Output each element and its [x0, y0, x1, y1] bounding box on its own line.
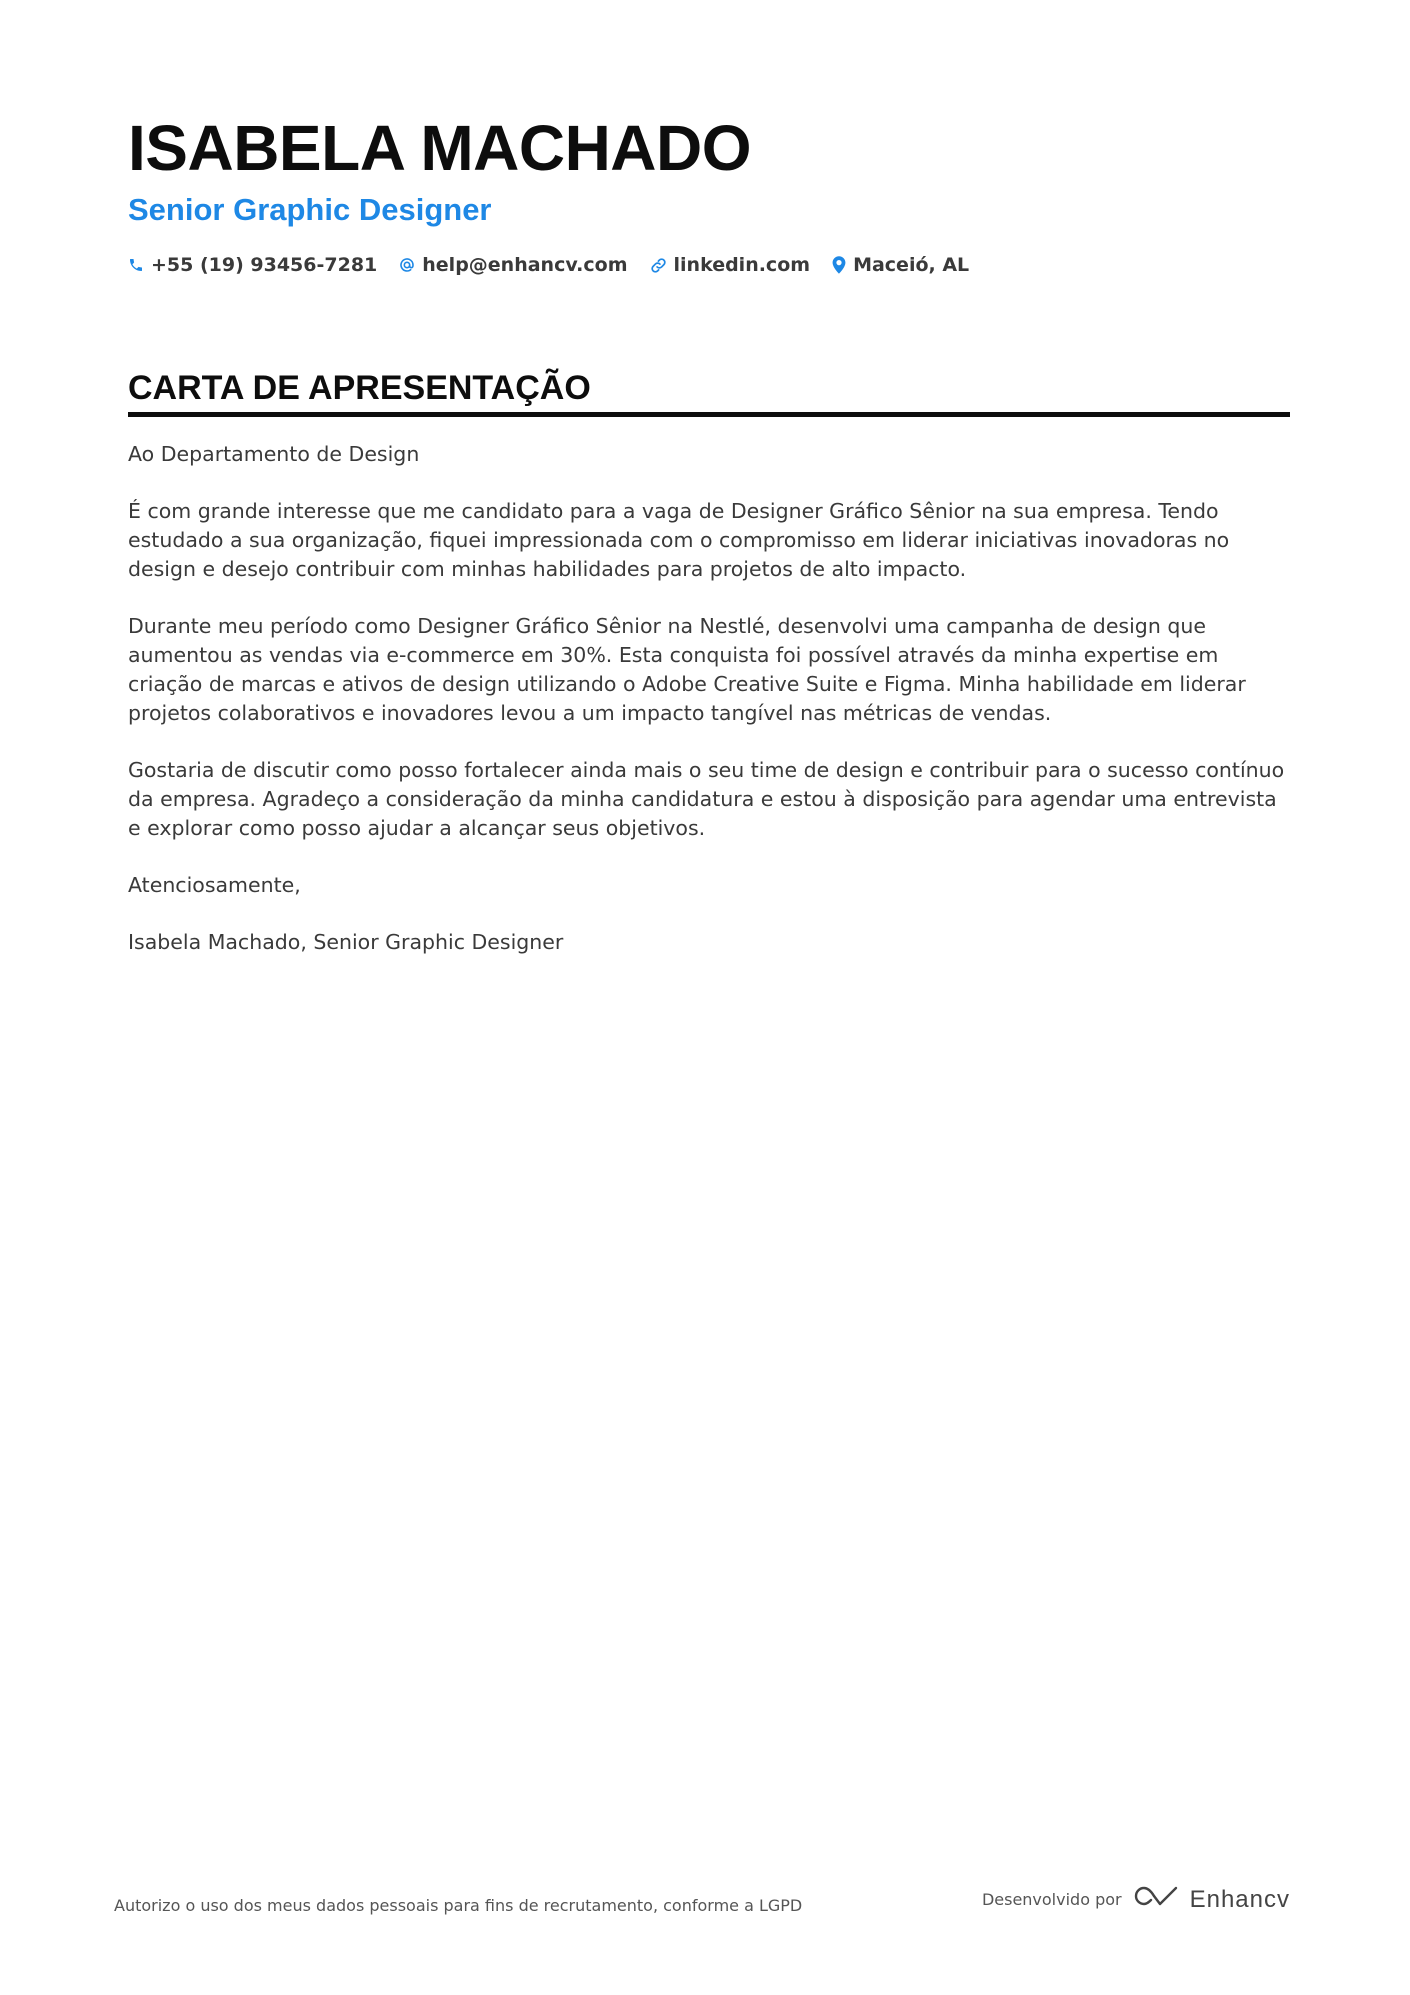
contact-phone [128, 254, 377, 276]
footer-branding[interactable] [982, 1884, 1290, 1915]
enhancv-logo-icon [1134, 1884, 1180, 1915]
link-icon [650, 257, 667, 274]
phone-text: +55 (19) 93456-7281 [151, 254, 378, 276]
at-icon [399, 257, 415, 273]
location-pin-icon [832, 256, 846, 274]
powered-by-text: Desenvolvido por [981, 1890, 1122, 1909]
contact-email[interactable] [399, 254, 627, 276]
linkedin-text[interactable]: linkedin.com [673, 254, 811, 276]
letter-greeting: Ao Departamento de Design [128, 442, 420, 466]
letter-signature: Isabela Machado, Senior Graphic Designer [128, 930, 564, 954]
brand-name: Enhancv [1189, 1885, 1290, 1913]
contact-location [832, 254, 969, 276]
contact-linkedin[interactable] [650, 254, 811, 276]
letter-body [128, 440, 1290, 985]
location-text: Maceió, AL [853, 254, 970, 276]
letter-closing: Atenciosamente, [128, 873, 301, 897]
section-heading: CARTA DE APRESENTAÇÃO [128, 366, 1290, 417]
letter-paragraph-2: Durante meu período como Designer Gráfico Sênior na Nestlé, desenvolvi uma campanha de design que aumentou as vendas via e-commerce em 30%. Esta conquista foi possível através da minha expertise em criação de marcas e ativos de design utilizando o Adobe Creative Suite e Figma. Minha habilidade em liderar projetos colaborativos e inovadores levou a um impacto tangível nas métricas de vendas. [128, 614, 1246, 725]
footer-consent: Autorizo o uso dos meus dados pessoais para fins de recrutamento, conforme a LGPD [114, 1896, 803, 1915]
email-text[interactable]: help@enhancv.com [422, 254, 628, 276]
candidate-name: ISABELA MACHADO [128, 112, 751, 184]
letter-paragraph-3: Gostaria de discutir como posso fortalecer ainda mais o seu time de design e contribuir para o sucesso contínuo da empresa. Agradeço a consideração da minha candidatura e estou à disposição para agendar uma entrevista e explorar como posso ajudar a alcançar seus objetivos. [128, 758, 1285, 840]
phone-icon [128, 257, 144, 273]
letter-paragraph-1: É com grande interesse que me candidato para a vaga de Designer Gráfico Sênior na sua empresa. Tendo estudado a sua organização, fiquei impressionada com o compromisso em liderar iniciativas inovadoras no design e desejo contribuir com minhas habilidades para projetos de alto impacto. [128, 499, 1230, 581]
candidate-title: Senior Graphic Designer [128, 192, 492, 227]
contact-row [128, 254, 1288, 276]
brand[interactable] [1134, 1884, 1290, 1915]
header [128, 108, 1288, 276]
